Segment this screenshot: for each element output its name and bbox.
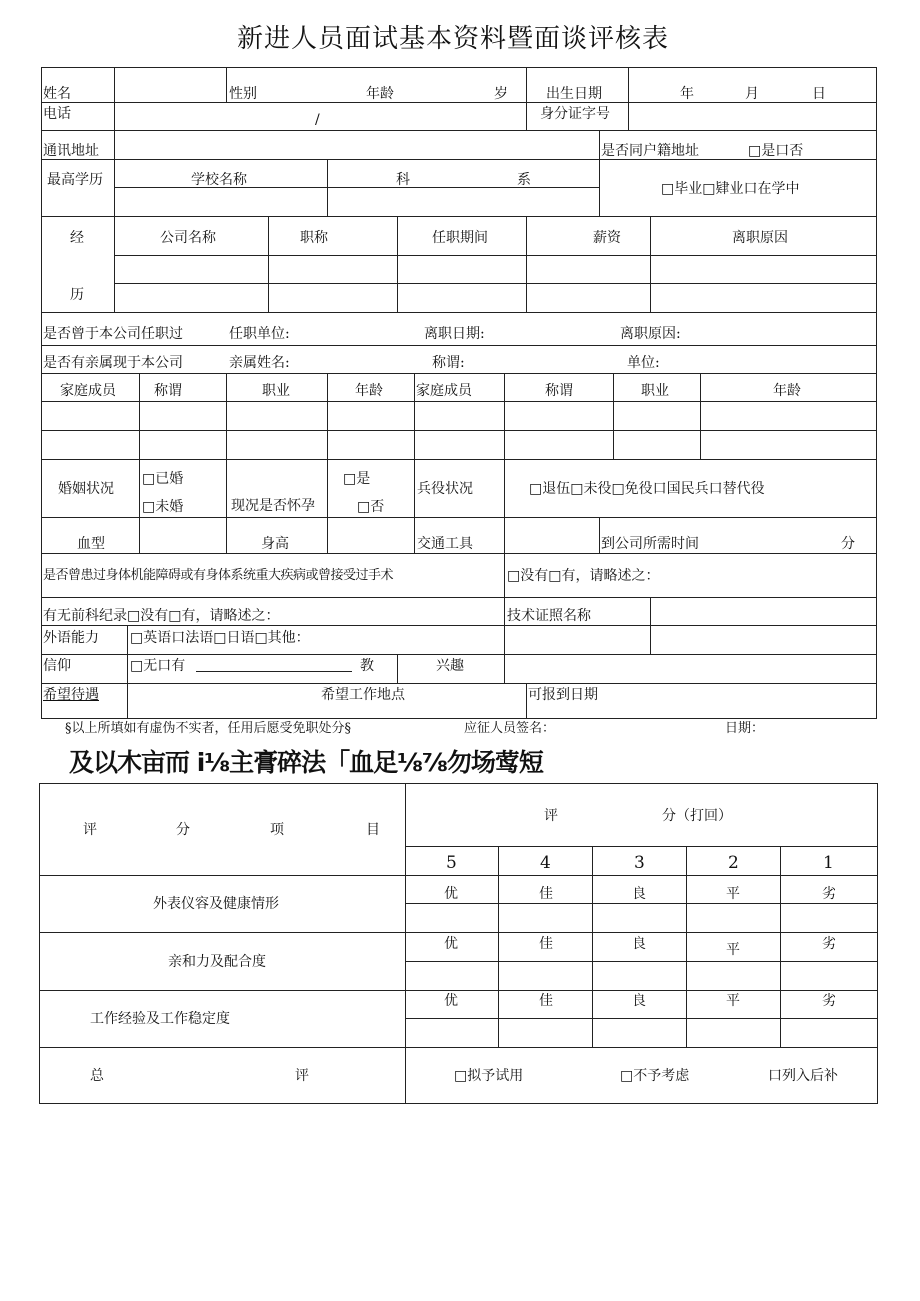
grade-average[interactable]: 平	[726, 886, 740, 902]
religion-label: 信仰	[43, 658, 71, 674]
family-header-job-2: 职业	[641, 383, 669, 399]
height-label: 身高	[261, 536, 289, 552]
minute-unit: 分	[841, 536, 855, 552]
grade-excellent[interactable]: 优	[444, 936, 458, 952]
score-1: 1	[823, 853, 834, 873]
salary-label: 希望待遇	[43, 687, 99, 703]
overall-label-2: 评	[295, 1068, 309, 1084]
military-options[interactable]: □退伍□未役□免役口国民兵口替代役	[529, 481, 765, 497]
same-address-label: 是否同户籍地址	[601, 143, 699, 159]
transport-label: 交通工具	[417, 536, 473, 552]
criminal-record-label[interactable]: 有无前科纪录□没有□有，请略述之：	[43, 608, 280, 624]
age-unit: 岁	[494, 86, 508, 102]
language-options[interactable]: □英语口法语□日语□其他：	[130, 630, 310, 646]
option-waitlist[interactable]: 口列入后补	[768, 1068, 838, 1084]
relative-label: 是否有亲属现于本公司	[43, 355, 183, 371]
phone-label: 电话	[43, 106, 71, 122]
religion-options[interactable]: □无口有	[130, 658, 186, 674]
eval-item-affinity: 亲和力及配合度	[168, 954, 266, 970]
score-3: 3	[634, 853, 645, 873]
license-label: 技术证照名称	[507, 608, 591, 624]
same-address-options[interactable]: □是口否	[748, 143, 804, 159]
worked-before-label: 是否曾于本公司任职过	[43, 326, 183, 342]
birth-day: 日	[812, 86, 826, 102]
unmarried-option[interactable]: □未婚	[142, 499, 184, 515]
married-option[interactable]: □已婚	[142, 471, 184, 487]
grade-fine[interactable]: 良	[632, 886, 646, 902]
grade-poor[interactable]: 劣	[822, 993, 836, 1009]
eval-item-header-4: 目	[366, 822, 380, 838]
education-label: 最高学历	[47, 172, 103, 188]
age-label: 年龄	[366, 86, 394, 102]
option-trial[interactable]: □拟予试用	[454, 1068, 524, 1084]
exp-header-salary: 薪资	[593, 230, 621, 246]
family-header-age-1: 年龄	[355, 383, 383, 399]
commute-label: 到公司所需时间	[601, 536, 699, 552]
family-header-age-2: 年龄	[773, 383, 801, 399]
prev-unit-label: 任职单位:	[229, 326, 290, 342]
birth-label: 出生日期	[546, 86, 602, 102]
relative-name-label: 亲属姓名:	[229, 355, 290, 371]
grade-fine[interactable]: 良	[632, 936, 646, 952]
grade-average[interactable]: 平	[726, 993, 740, 1009]
family-header-member-2: 家庭成员	[416, 383, 472, 399]
overall-label-1: 总	[90, 1068, 104, 1084]
family-header-title-2: 称谓	[545, 383, 573, 399]
blood-label: 血型	[77, 536, 105, 552]
grad-status-options[interactable]: □毕业□肄业口在学中	[661, 181, 800, 197]
health-question: 是否曾患过身体机能障碍或有身体系统重大疾病或曾接受过手术	[43, 568, 394, 583]
leave-reason-label: 离职原因:	[620, 326, 681, 342]
start-date-label: 可报到日期	[528, 687, 598, 703]
grade-average[interactable]: 平	[726, 942, 740, 958]
family-header-title-1: 称谓	[154, 383, 182, 399]
id-label: 身分证字号	[540, 106, 610, 122]
exp-header-period: 任职期间	[432, 230, 488, 246]
grade-good[interactable]: 佳	[539, 993, 553, 1009]
pregnant-yes[interactable]: □是	[343, 471, 371, 487]
eval-item-experience: 工作经验及工作稳定度	[90, 1011, 230, 1027]
experience-label-top: 经	[70, 230, 84, 246]
relative-unit-label: 单位:	[627, 355, 660, 371]
grade-good[interactable]: 佳	[539, 936, 553, 952]
eval-score-header-1: 评	[544, 808, 558, 824]
relative-title-label: 称谓:	[432, 355, 465, 371]
name-label: 姓名	[43, 86, 71, 102]
eval-item-header-3: 项	[270, 822, 284, 838]
family-header-member-1: 家庭成员	[60, 383, 116, 399]
birth-year: 年	[680, 86, 694, 102]
health-answer-options[interactable]: □没有□有，请略述之：	[507, 568, 660, 584]
option-reject[interactable]: □不予考虑	[620, 1068, 690, 1084]
date-label: 日期：	[725, 721, 765, 736]
birth-month: 月	[745, 86, 759, 102]
gender-label: 性别	[229, 86, 257, 102]
grade-excellent[interactable]: 优	[444, 993, 458, 1009]
eval-score-header-2: 分（打回）	[662, 808, 732, 824]
dept-ke: 科	[396, 172, 410, 188]
grade-fine[interactable]: 良	[632, 993, 646, 1009]
eval-item-appearance: 外表仪容及健康情形	[153, 896, 279, 912]
eval-item-header-2: 分	[176, 822, 190, 838]
exp-header-title: 职称	[300, 230, 328, 246]
marital-label: 婚姻状况	[58, 481, 114, 497]
score-5: 5	[446, 853, 457, 873]
language-label: 外语能力	[43, 630, 99, 646]
exp-header-company: 公司名称	[160, 230, 216, 246]
hobby-label: 兴趣	[436, 658, 464, 674]
grade-poor[interactable]: 劣	[822, 936, 836, 952]
grade-poor[interactable]: 劣	[822, 886, 836, 902]
address-label: 通讯地址	[43, 143, 99, 159]
military-label: 兵役状况	[417, 481, 473, 497]
section-subtitle: 及以木亩而 i⅛主膏碎法「血足⅛⅞勿场莺短	[69, 748, 543, 777]
grade-excellent[interactable]: 优	[444, 886, 458, 902]
phone-slash: /	[315, 112, 320, 128]
eval-item-header-1: 评	[83, 822, 97, 838]
pregnant-no[interactable]: □否	[357, 499, 385, 515]
religion-suffix: 教	[360, 658, 374, 674]
grade-good[interactable]: 佳	[539, 886, 553, 902]
score-4: 4	[540, 853, 551, 873]
dept-xi: 系	[517, 172, 531, 188]
location-label: 希望工作地点	[321, 687, 405, 703]
page-title: 新进人员面试基本资料暨面谈评核表	[237, 24, 670, 54]
school-label: 学校名称	[191, 172, 247, 188]
leave-date-label: 离职日期:	[424, 326, 485, 342]
exp-header-reason: 离职原因	[732, 230, 788, 246]
experience-label-bottom: 历	[70, 287, 84, 303]
religion-underline	[196, 671, 352, 672]
family-header-job-1: 职业	[262, 383, 290, 399]
signature-label: 应征人员签名：	[464, 721, 556, 736]
score-2: 2	[728, 853, 739, 873]
declaration: §以上所填如有虚伪不实者，任用后愿受免职处分§	[65, 721, 352, 736]
pregnant-label: 现况是否怀孕	[231, 498, 315, 514]
